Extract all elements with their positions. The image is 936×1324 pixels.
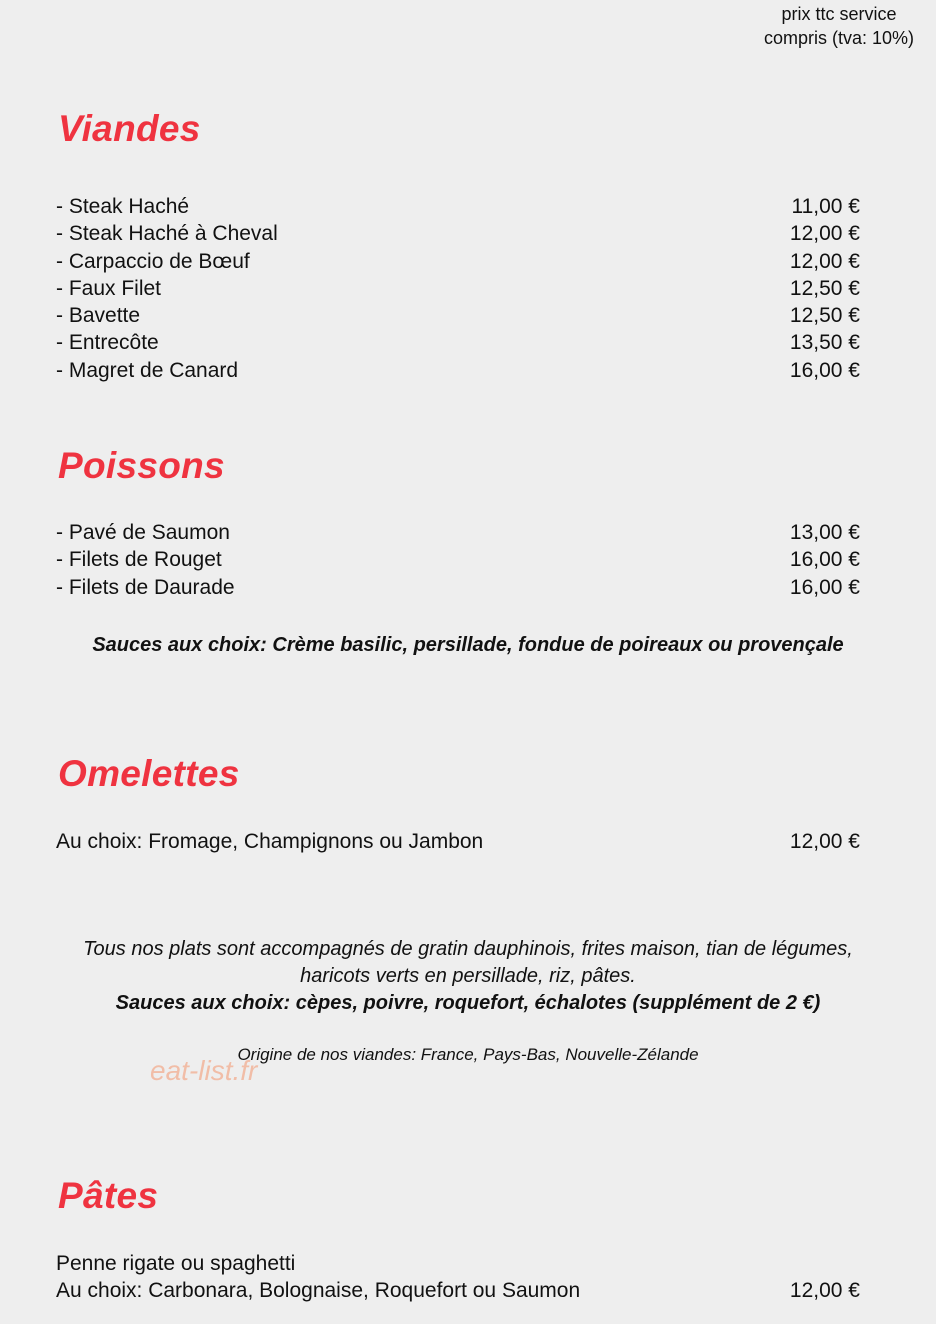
poissons-list	[56, 519, 860, 601]
accompaniments-line-1: Tous nos plats sont accompagnés de gratin dauphinois, frites maison, tian de légumes,	[83, 938, 853, 960]
item-name: - Carpaccio de Bœuf	[56, 249, 250, 273]
menu-item	[56, 546, 860, 573]
item-price: 13,50 €	[789, 331, 860, 355]
pates-description	[56, 1250, 860, 1277]
item-name: - Magret de Canard	[56, 358, 239, 382]
item-name: Au choix: Carbonara, Bolognaise, Roquefort ou Saumon	[56, 1279, 581, 1303]
item-name: Au choix: Fromage, Champignons ou Jambon	[56, 830, 484, 853]
menu-item	[56, 1277, 860, 1304]
item-price: 12,00 €	[789, 1279, 860, 1303]
item-price: 12,00 €	[789, 222, 860, 246]
menu-item	[56, 828, 860, 855]
item-price: 12,00 €	[789, 249, 860, 273]
item-price: 12,50 €	[789, 276, 860, 300]
menu-item	[56, 302, 860, 329]
viandes-list	[56, 193, 860, 384]
poissons-sauce-note: Sauces aux choix: Crème basilic, persillade, fondue de poireaux ou provençale	[92, 634, 844, 656]
item-price: 16,00 €	[789, 548, 860, 572]
accompaniments-note	[0, 936, 936, 1017]
item-name: - Steak Haché à Cheval	[56, 222, 278, 246]
item-name: - Faux Filet	[56, 276, 162, 300]
price-note-line-1: prix ttc service	[781, 4, 897, 24]
item-name: - Filets de Rouget	[56, 548, 222, 572]
price-note-line-2: compris (tva: 10%)	[763, 28, 915, 48]
menu-item	[56, 329, 860, 356]
item-price: 11,00 €	[791, 195, 860, 218]
menu-item	[56, 248, 860, 275]
item-price: 12,00 €	[789, 830, 860, 853]
item-name: - Steak Haché	[56, 195, 190, 218]
omelettes-list	[56, 828, 860, 855]
item-description: Penne rigate ou spaghetti	[56, 1252, 296, 1275]
section-title-omelettes: Omelettes	[58, 753, 240, 794]
pates-list	[56, 1250, 860, 1305]
item-name: - Pavé de Saumon	[56, 521, 230, 544]
menu-item	[56, 193, 860, 220]
menu-item	[56, 357, 860, 384]
section-title-poissons: Poissons	[58, 445, 225, 486]
item-price: 16,00 €	[789, 575, 860, 599]
menu-item	[56, 220, 860, 247]
accompaniments-line-2: haricots verts en persillade, riz, pâtes.	[300, 965, 636, 987]
section-title-pates: Pâtes	[58, 1175, 159, 1216]
item-price: 13,00 €	[789, 521, 860, 544]
item-name: - Bavette	[56, 304, 141, 328]
menu-item	[56, 574, 860, 601]
price-note	[744, 2, 934, 50]
meat-origin-note: Origine de nos viandes: France, Pays-Bas, Nouvelle-Zélande	[237, 1045, 699, 1064]
accompaniments-sauces: Sauces aux choix: cèpes, poivre, roquefort, échalotes (supplément de 2 €)	[115, 992, 821, 1014]
item-price: 12,50 €	[789, 304, 860, 328]
menu-item	[56, 519, 860, 546]
item-price: 16,00 €	[789, 358, 860, 382]
item-name: - Filets de Daurade	[56, 575, 235, 599]
watermark: eat-list.fr	[150, 1055, 258, 1086]
menu-item	[56, 275, 860, 302]
section-title-viandes: Viandes	[58, 108, 201, 149]
item-name: - Entrecôte	[56, 331, 159, 355]
